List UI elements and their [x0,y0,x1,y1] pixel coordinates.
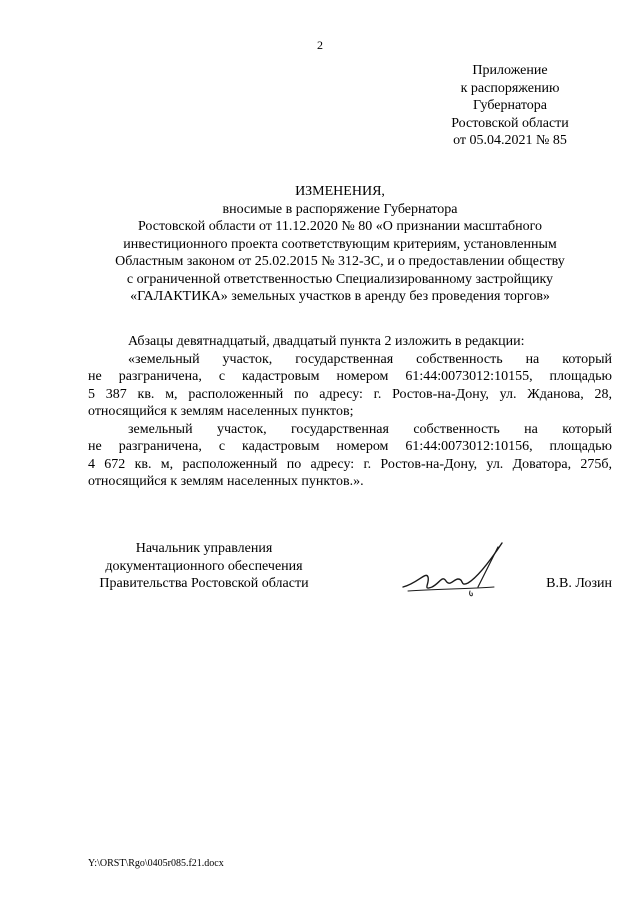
heading-line: инвестиционного проекта соответствующим критериям, установленным [123,236,557,252]
intro-paragraph: Абзацы девятнадцатый, двадцатый пункта 2 изложить в редакции: [128,334,525,349]
paragraph-line: 5 387 кв. м, расположенный по адресу: г. Ростов-на-Дону, ул. Жданова, 28, [88,386,612,402]
page-number: 2 [317,38,323,52]
appendix-line: Губернатора [472,98,548,113]
signature-block [88,540,612,610]
paragraph-line: не разграничена, с кадастровым номером 61:44:0073012:10155, площадью [88,369,612,384]
appendix-line: Приложение [472,63,548,78]
file-path-footer: Y:\ORST\Rgo\0405r085.f21.docx [88,858,224,869]
appendix-block [430,62,590,150]
position-line: Начальник управления [135,541,273,556]
paragraph-line: относящийся к землям населенных пунктов.». [88,474,364,489]
position-line: Правительства Ростовской области [99,576,309,591]
heading-line: Ростовской области от 11.12.2020 № 80 «О признании масштабного [137,219,543,234]
document-heading [60,183,620,306]
paragraph-line: 4 672 кв. м, расположенный по адресу: г. Ростов-на-Дону, ул. Доватора, 275б, [88,456,612,472]
document-body [88,333,612,491]
heading-line: с ограниченной ответственностью Специализированному застройщику [126,271,554,287]
appendix-line: Ростовской области [451,115,569,131]
heading-line: вносимые в распоряжение Губернатора [222,201,458,217]
paragraph-line: не разграничена, с кадастровым номером 61:44:0073012:10156, площадью [88,439,612,454]
signatory-position [88,540,320,593]
paragraph-line: «земельный участок, государственная собственность на который [128,351,612,367]
position-line: документационного обеспечения [105,558,303,574]
signatory-name: В.В. Лозин [546,576,612,591]
paragraph-line: относящийся к землям населенных пунктов; [88,404,354,419]
appendix-line: к распоряжению [460,80,560,96]
paragraph-2 [88,421,612,491]
heading-title: ИЗМЕНЕНИЯ, [295,184,385,199]
handwritten-signature [398,535,518,605]
heading-line: Областным законом от 25.02.2015 № 312-ЗС, и о предоставлении обществу [115,254,565,269]
heading-line: «ГАЛАКТИКА» земельных участков в аренду без проведения торгов» [130,289,550,304]
appendix-line: от 05.04.2021 № 85 [453,133,567,148]
paragraph-1 [88,351,612,421]
paragraph-line: земельный участок, государственная собственность на который [128,421,612,437]
